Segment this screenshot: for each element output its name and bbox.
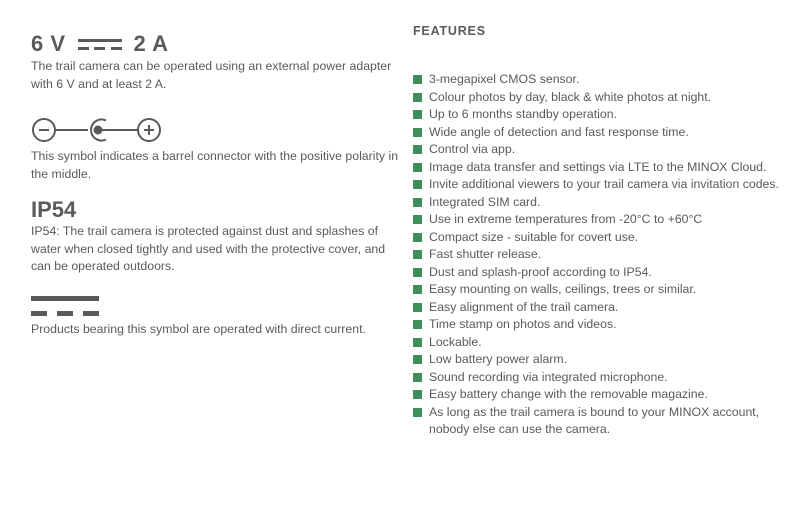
list-item: Up to 6 months standby operation.	[413, 106, 783, 124]
list-item: Lockable.	[413, 334, 783, 352]
square-bullet-icon	[413, 320, 422, 329]
list-item: Time stamp on photos and videos.	[413, 316, 783, 334]
dc-symbol-icon	[78, 39, 122, 50]
square-bullet-icon	[413, 110, 422, 119]
square-bullet-icon	[413, 390, 422, 399]
square-bullet-icon	[413, 163, 422, 172]
power-description: The trail camera can be operated using an external power adapter with 6 V and at least 2 A.	[31, 59, 392, 91]
square-bullet-icon	[413, 145, 422, 154]
square-bullet-icon	[413, 93, 422, 102]
power-heading	[31, 30, 403, 58]
list-item: Compact size - suitable for covert use.	[413, 229, 783, 247]
direct-current-icon	[31, 296, 99, 316]
list-item: Use in extreme temperatures from -20°C to +60°C	[413, 211, 783, 229]
features-column	[413, 24, 783, 439]
list-item: Easy battery change with the removable magazine.	[413, 386, 783, 404]
list-item: As long as the trail camera is bound to your MINOX account, nobody else can use the camera.	[413, 404, 783, 439]
square-bullet-icon	[413, 250, 422, 259]
square-bullet-icon	[413, 338, 422, 347]
square-bullet-icon	[413, 233, 422, 242]
current-label: 2 A	[133, 31, 169, 56]
square-bullet-icon	[413, 408, 422, 417]
square-bullet-icon	[413, 215, 422, 224]
ip-rating-title: IP54	[31, 197, 77, 222]
list-item: Easy alignment of the trail camera.	[413, 299, 783, 317]
list-item: Sound recording via integrated microphone.	[413, 369, 783, 387]
list-item: Dust and splash-proof according to IP54.	[413, 264, 783, 282]
list-item: Low battery power alarm.	[413, 351, 783, 369]
square-bullet-icon	[413, 198, 422, 207]
features-heading: FEATURES	[413, 24, 486, 38]
square-bullet-icon	[413, 75, 422, 84]
polarity-description: This symbol indicates a barrel connector with the positive polarity in the middle.	[31, 149, 399, 181]
list-item: Control via app.	[413, 141, 783, 159]
dc-description: Products bearing this symbol are operated with direct current.	[31, 321, 366, 336]
square-bullet-icon	[413, 180, 422, 189]
left-column	[31, 30, 403, 338]
list-item: Integrated SIM card.	[413, 194, 783, 212]
square-bullet-icon	[413, 128, 422, 137]
list-item: Easy mounting on walls, ceilings, trees or similar.	[413, 281, 783, 299]
square-bullet-icon	[413, 355, 422, 364]
square-bullet-icon	[413, 285, 422, 294]
list-item: Image data transfer and settings via LTE to the MINOX Cloud.	[413, 159, 783, 177]
ip-description: IP54: The trail camera is protected against dust and splashes of water when closed tightly and used with the protective cover, and can be operated outdoors.	[31, 224, 386, 273]
square-bullet-icon	[413, 268, 422, 277]
polarity-symbol-icon	[31, 115, 403, 145]
voltage-label: 6 V	[31, 31, 66, 56]
list-item: 3-megapixel CMOS sensor.	[413, 71, 783, 89]
square-bullet-icon	[413, 373, 422, 382]
list-item: Colour photos by day, black & white photos at night.	[413, 89, 783, 107]
list-item: Wide angle of detection and fast response time.	[413, 124, 783, 142]
list-item: Fast shutter release.	[413, 246, 783, 264]
list-item: Invite additional viewers to your trail camera via invitation codes.	[413, 176, 783, 194]
square-bullet-icon	[413, 303, 422, 312]
features-list	[413, 71, 783, 439]
